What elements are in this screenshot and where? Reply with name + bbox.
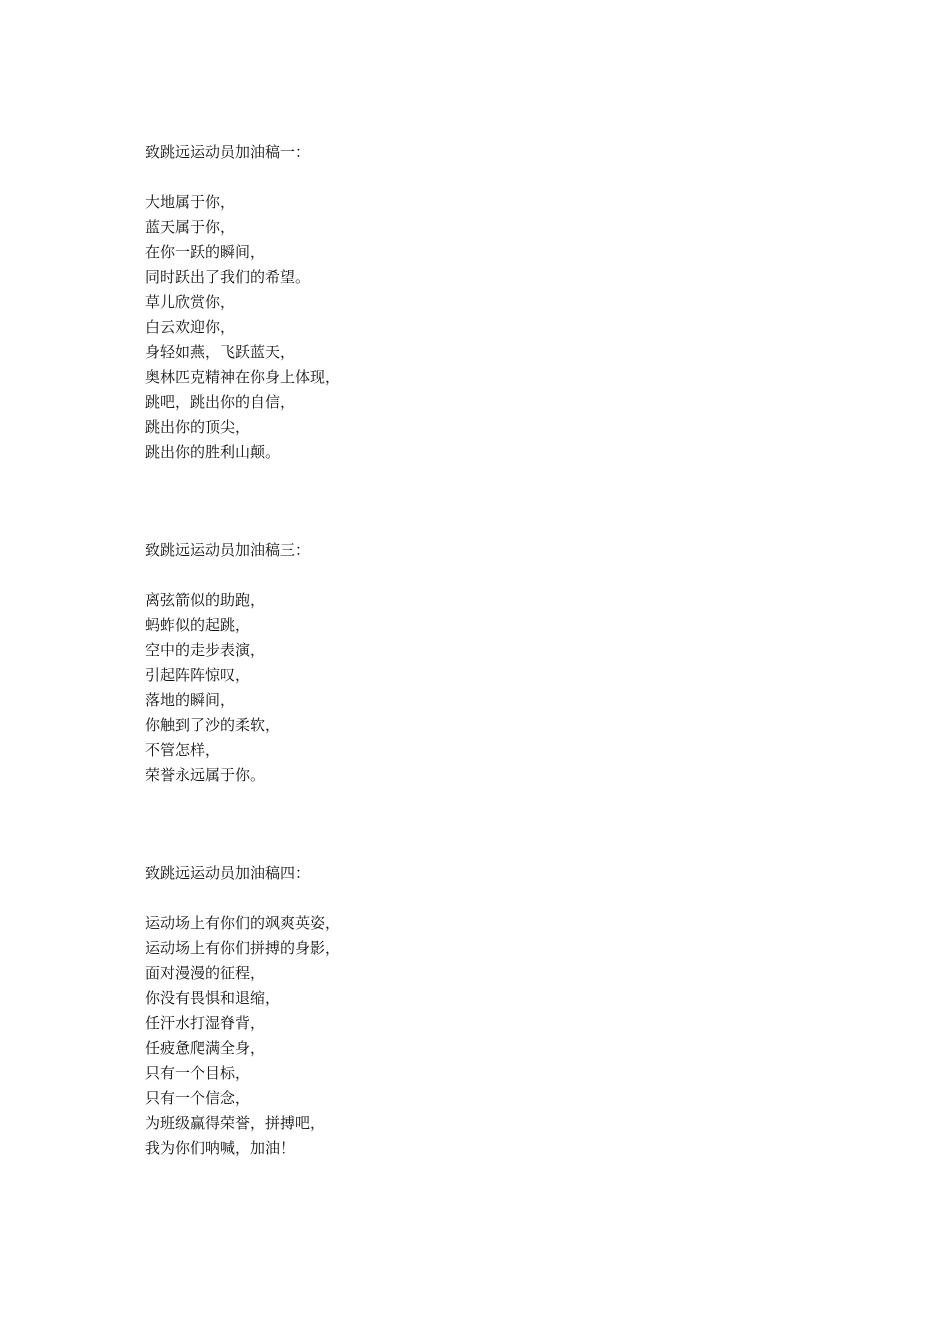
text-line: 只有一个信念，	[145, 1089, 251, 1107]
text-line: 任疲惫爬满全身，	[145, 1039, 266, 1057]
text-line: 跳出你的胜利山颠。	[145, 443, 281, 461]
text-line: 蓝天属于你，	[145, 218, 236, 236]
section-3	[145, 861, 845, 1161]
text-line: 不管怎样，	[145, 741, 221, 759]
text-line: 白云欢迎你，	[145, 318, 236, 336]
text-line: 落地的瞬间，	[145, 691, 236, 709]
text-line: 空中的走步表演，	[145, 641, 266, 659]
text-line: 我为你们呐喊，加油！	[145, 1139, 296, 1157]
section-title: 致跳远运动员加油稿三：	[145, 541, 311, 559]
text-line: 面对漫漫的征程，	[145, 964, 266, 982]
section-2	[145, 538, 845, 788]
text-line: 离弦箭似的助跑，	[145, 591, 266, 609]
text-line: 你没有畏惧和退缩，	[145, 989, 281, 1007]
text-line: 你触到了沙的柔软，	[145, 716, 281, 734]
text-line: 荣誉永远属于你。	[145, 766, 266, 784]
text-line: 跳出你的顶尖，	[145, 418, 251, 436]
text-line: 引起阵阵惊叹，	[145, 666, 251, 684]
text-line: 在你一跃的瞬间，	[145, 243, 266, 261]
text-line: 任汗水打湿脊背，	[145, 1014, 266, 1032]
text-line: 身轻如燕，飞跃蓝天，	[145, 343, 296, 361]
section-title: 致跳远运动员加油稿一：	[145, 143, 311, 161]
text-line: 只有一个目标，	[145, 1064, 251, 1082]
text-line: 同时跃出了我们的希望。	[145, 268, 311, 286]
text-line: 运动场上有你们拼搏的身影，	[145, 939, 341, 957]
text-line: 奥林匹克精神在你身上体现，	[145, 368, 341, 386]
section-1	[145, 140, 845, 465]
text-line: 大地属于你，	[145, 193, 236, 211]
spacer	[145, 886, 845, 911]
section-title: 致跳远运动员加油稿四：	[145, 864, 311, 882]
spacer	[145, 563, 845, 588]
spacer	[145, 165, 845, 190]
text-line: 跳吧，跳出你的自信，	[145, 393, 296, 411]
text-line: 运动场上有你们的飒爽英姿，	[145, 914, 341, 932]
text-line: 蚂蚱似的起跳，	[145, 616, 251, 634]
text-line: 为班级赢得荣誉，拼搏吧，	[145, 1114, 326, 1132]
text-line: 草儿欣赏你，	[145, 293, 236, 311]
